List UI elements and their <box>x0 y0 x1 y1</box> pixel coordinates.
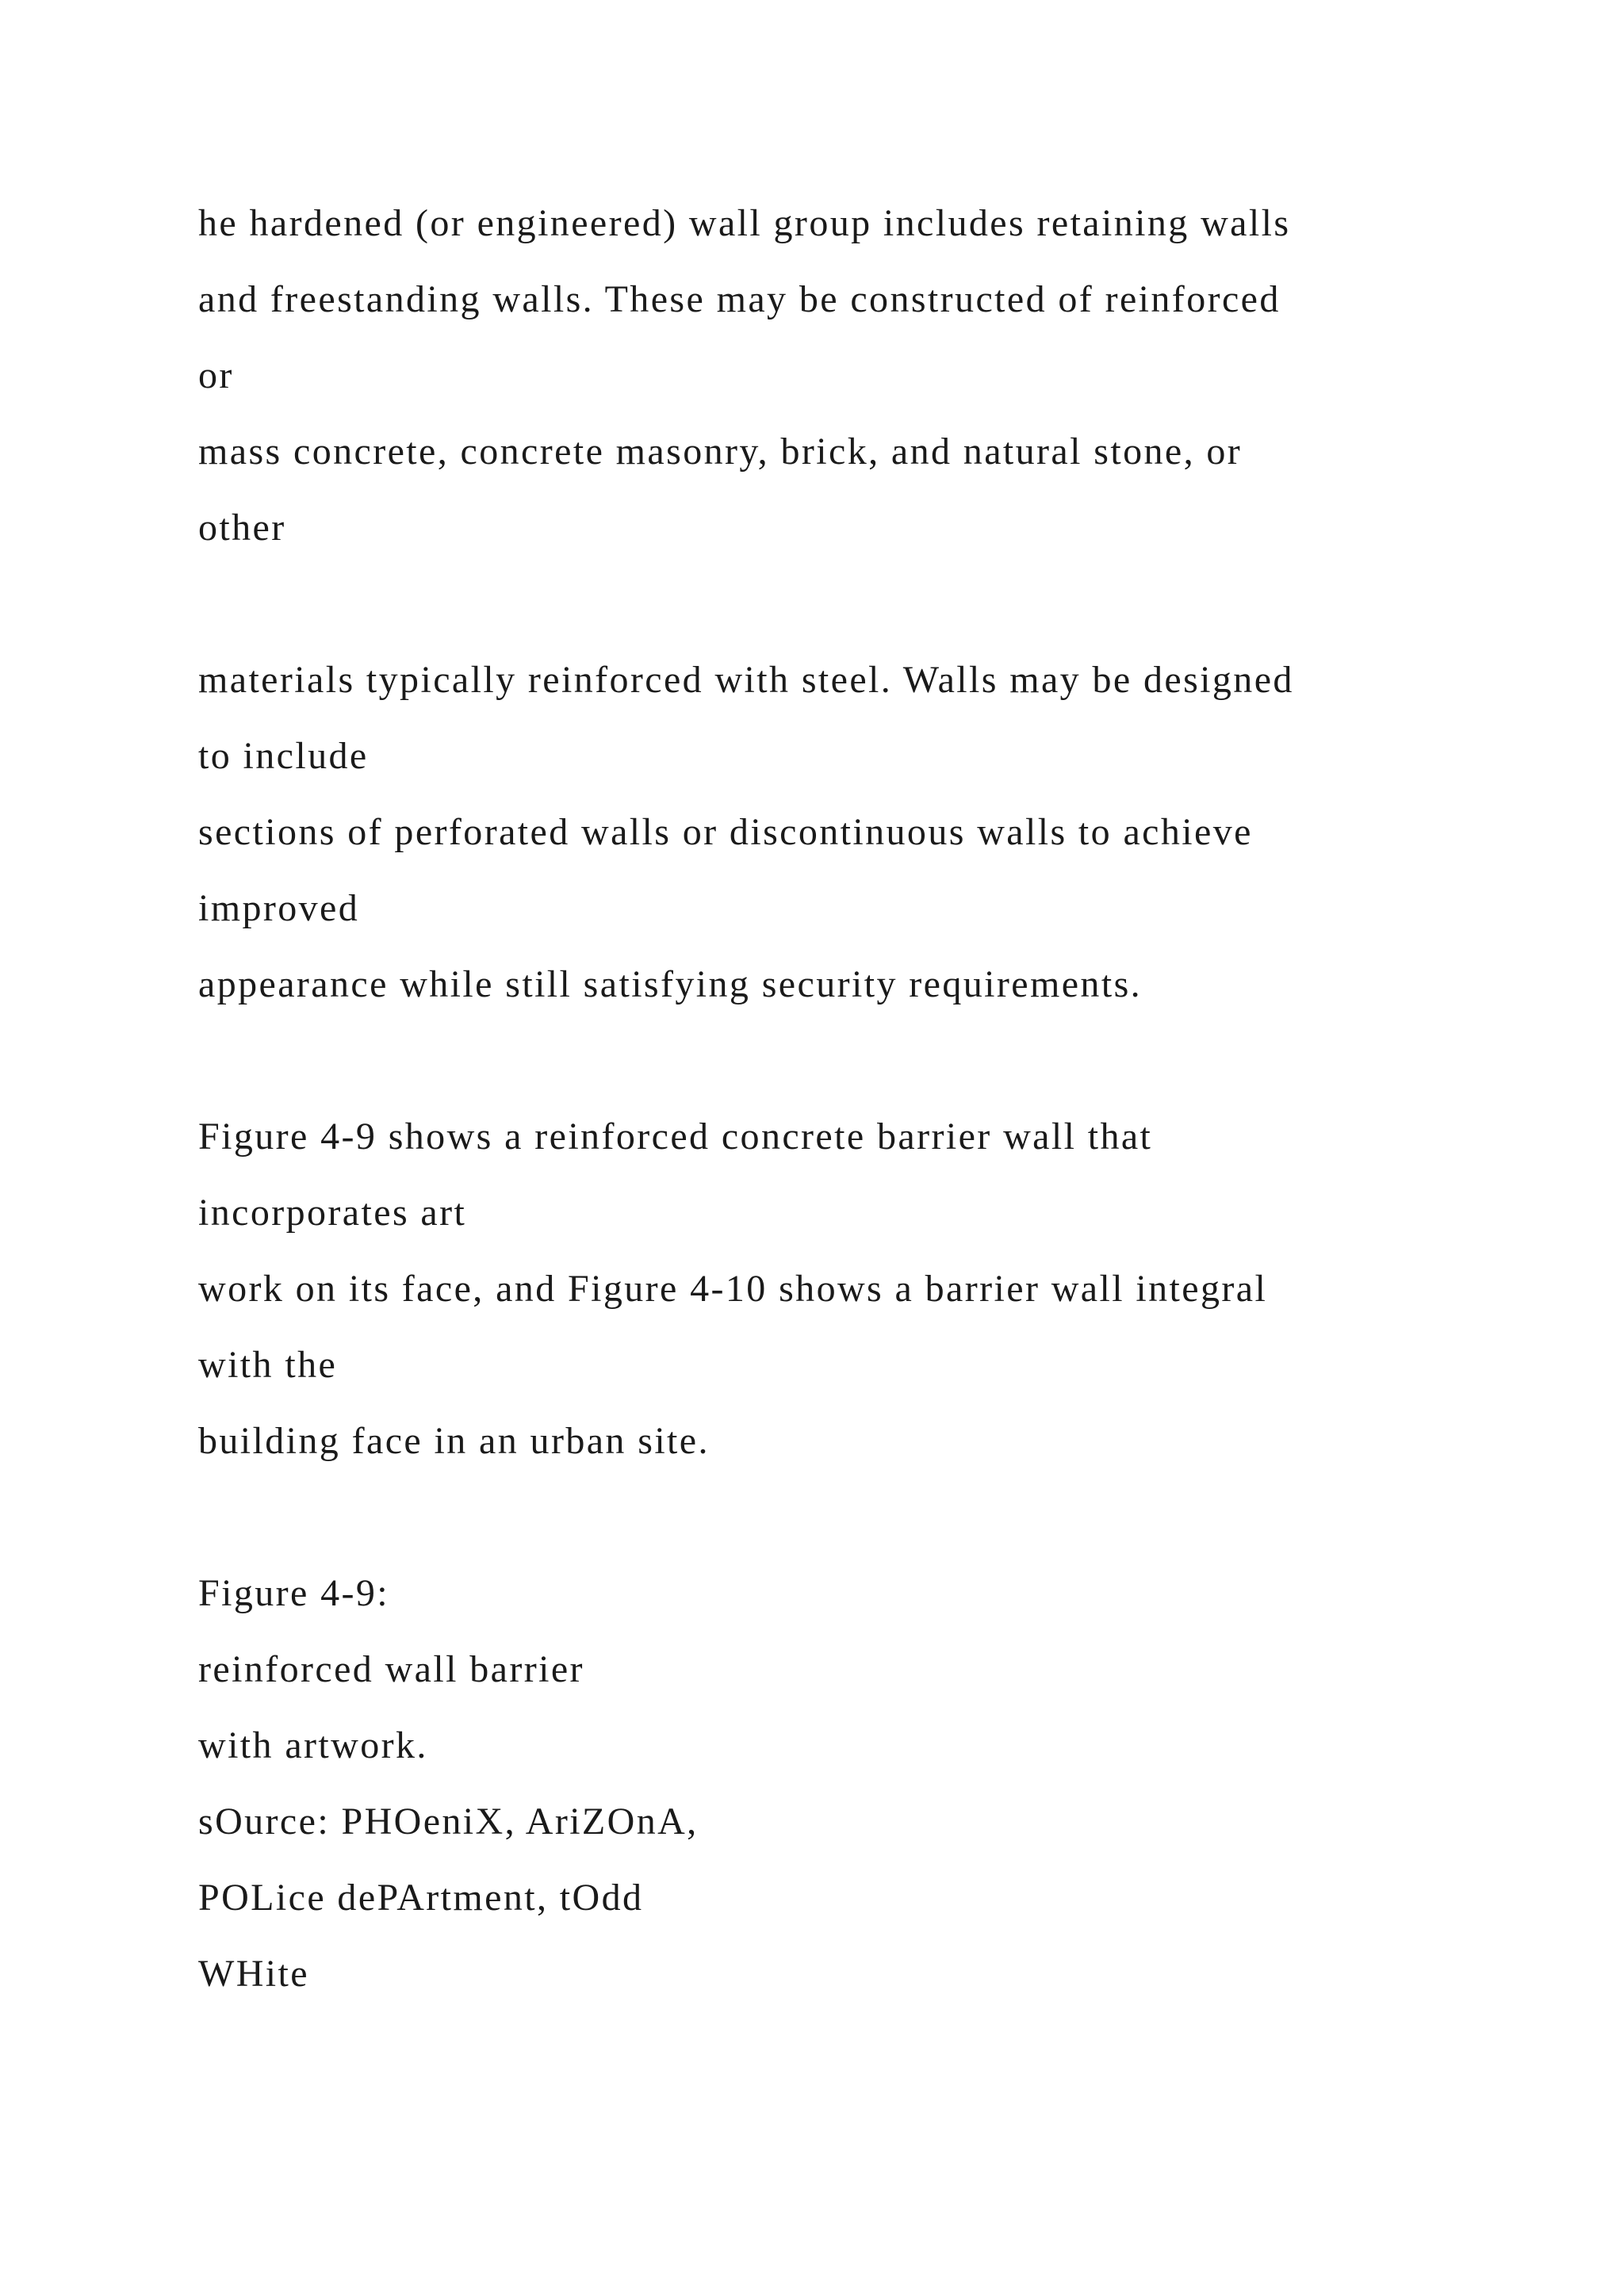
caption-line: with artwork. <box>198 1724 428 1766</box>
caption-line: POLice dePArtment, tOdd <box>198 1877 644 1919</box>
text-line: and freestanding walls. These may be constructed of reinforced <box>198 278 1281 320</box>
paragraph-spacer <box>198 1023 1546 1099</box>
caption-line: reinforced wall barrier <box>198 1648 584 1690</box>
text-line: work on its face, and Figure 4-10 shows a barrier wall integral <box>198 1268 1268 1310</box>
text-line: appearance while still satisfying security requirements. <box>198 963 1143 1005</box>
text-line: with the <box>198 1344 338 1386</box>
caption-line: Figure 4-9: <box>198 1572 390 1614</box>
paragraph-materials <box>198 642 1546 1023</box>
text-line: Figure 4-9 shows a reinforced concrete barrier wall that <box>198 1115 1153 1158</box>
text-line: mass concrete, concrete masonry, brick, and natural stone, or <box>198 430 1243 473</box>
text-line: improved <box>198 887 360 929</box>
caption-line: WHite <box>198 1953 309 1995</box>
paragraph-figure-reference <box>198 1099 1546 1479</box>
text-line: materials typically reinforced with steel. Walls may be designed <box>198 659 1294 701</box>
paragraph-spacer <box>198 1479 1546 1556</box>
text-line: he hardened (or engineered) wall group includes retaining walls <box>198 202 1291 244</box>
caption-line: sOurce: PHOeniX, AriZOnA, <box>198 1800 699 1843</box>
document-body <box>198 186 1546 2012</box>
text-line: to include <box>198 735 369 777</box>
paragraph-wall-group <box>198 186 1546 566</box>
text-line: building face in an urban site. <box>198 1420 710 1462</box>
figure-caption <box>198 1556 1546 2012</box>
text-line: incorporates art <box>198 1192 467 1234</box>
text-line: sections of perforated walls or discontinuous walls to achieve <box>198 811 1253 853</box>
text-line: other <box>198 507 286 549</box>
paragraph-spacer <box>198 566 1546 642</box>
text-line: or <box>198 354 234 396</box>
